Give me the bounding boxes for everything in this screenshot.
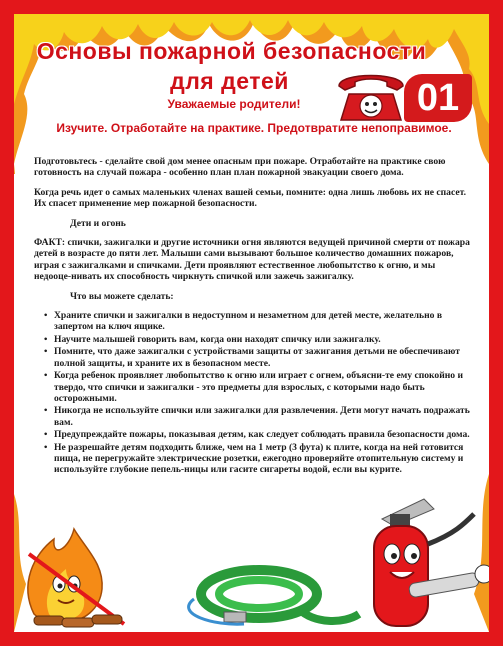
list-item: • Когда ребенок проявляет любопытство к огню или играет с огнем, объясни-те ему спокойно и твердо, что спички и зажигалки - это предметы для взрослых, с которыми надо быть осторожными. (46, 370, 474, 404)
list-item: • Помните, что даже зажигалки с устройствами защиты от зажигания детьми не обеспечивают полной защиты, и храните их в безопасном месте. (46, 346, 474, 369)
list-item: • Никогда не используйте спички или зажигалки для развлечения. Дети могут начать подражать вам. (46, 405, 474, 428)
badge-number: 01 (404, 74, 472, 122)
intro-paragraph-2: Когда речь идет о самых маленьких членах вашей семьи, помните: одна лишь любовь их не спасет. Их спасет применение мер пожарной безопасности. (34, 186, 466, 210)
list-item: • Предупреждайте пожары, показывая детям, как следует соблюдать правила безопасности дома. (46, 429, 474, 440)
section-heading-children-fire: Дети и огонь (70, 217, 126, 229)
poster-slogan: Изучите. Отработайте на практике. Предотвратите непоправимое. (56, 121, 452, 135)
list-item: • Научите малышей говорить вам, когда они находят спичку или зажигалку. (46, 334, 474, 345)
flame-character-icon (28, 529, 124, 627)
poster-title-line1: Основы пожарной безопасности (36, 38, 427, 64)
poster-subtitle: Уважаемые родители! (167, 97, 301, 111)
advice-list (34, 310, 474, 476)
poster-title-line2: для детей (170, 68, 289, 94)
section-heading-what-to-do: Что вы можете сделать: (70, 290, 174, 302)
list-item: • Не разрешайте детям подходить ближе, чем на 1 метр (3 фута) к плите, когда на ней готовится пища, не перегружайте электрические розетки, ежегодно проверяйте отопительную систему и используйте глубокие пепель-ницы или гасите сигареты водой, если вы курите. (46, 442, 474, 476)
fire-hose-icon (189, 570, 359, 624)
poster-body (34, 156, 474, 477)
fact-paragraph: ФАКТ: спички, зажигалки и другие источники огня являются ведущей причиной смерти от пожара детей в возрасте до пяти лет. Малыши сами вызывают большое количество домашних пожаров, играя с зажигалками и спичками. Дети проявляют естественное любопытство к огню, и мы недооце-нивать их способность чиркнуть спичкой или зажечь зажигалку. (34, 237, 470, 283)
red-telephone-icon (331, 64, 411, 124)
fire-extinguisher-character-icon (374, 499, 489, 626)
list-item: • Храните спички и зажигалки в недоступном и незаметном для детей месте, желательно в запертом на ключ ящике. (46, 310, 474, 333)
intro-paragraph-1: Подготовьтесь - сделайте свой дом менее опасным при пожаре. Отработайте на практике свою готовность на случай пожара - особенно план план пожарной эвакуации своего дома. (34, 156, 446, 179)
bottom-illustration (14, 474, 489, 632)
